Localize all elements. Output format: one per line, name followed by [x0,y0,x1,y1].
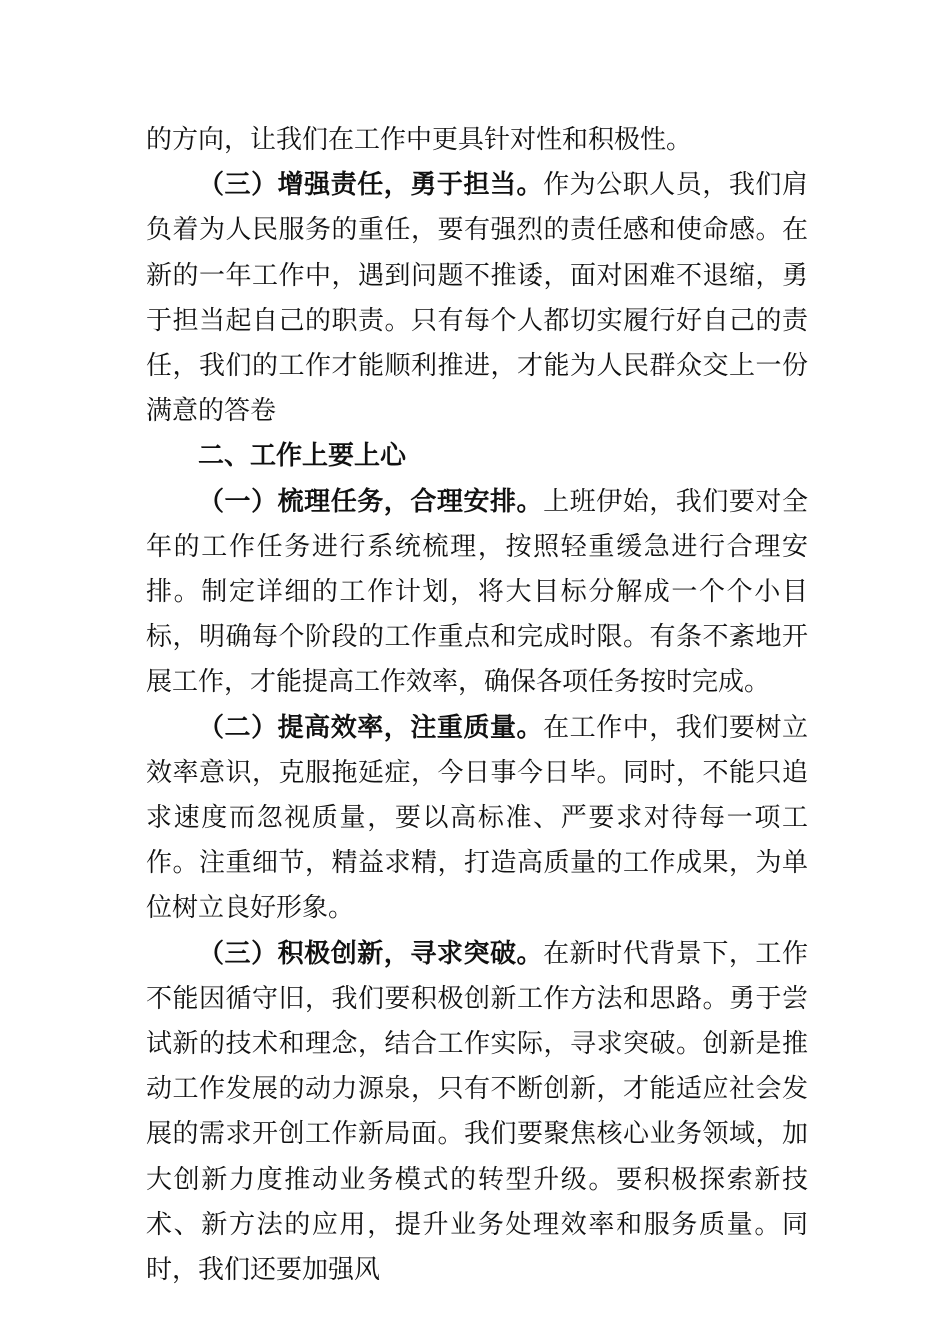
paragraph-innovation [146,932,808,1294]
paragraph-lead: （三）积极创新，寻求突破。 [198,938,544,969]
paragraph-efficiency [146,706,808,932]
document-page [146,118,808,1293]
paragraph-text: 上班伊始，我们要对全年的工作任务进行系统梳理，按照轻重缓急进行合理安排。制定详细的工作计划，将大目标分解成一个个小目标，明确每个阶段的工作重点和完成时限。有条不紊地开展工作，才能提高工作效率，确保各项任务按时完成。 [146,486,808,698]
paragraph-lead: （三）增强责任，勇于担当。 [198,170,544,201]
section-heading: 二、工作上要上心 [198,441,407,472]
paragraph-responsibility [146,163,808,434]
paragraph-tasks [146,480,808,706]
paragraph-text: 的方向，让我们在工作中更具针对性和积极性。 [146,125,693,155]
paragraph-text: 作为公职人员，我们肩负着为人民服务的重任，要有强烈的责任感和使命感。在新的一年工作中，遇到问题不推诿，面对困难不退缩，勇于担当起自己的职责。只有每个人都切实履行好自己的责任，我们的工作才能顺利推进，才能为人民群众交上一份满意的答卷 [146,170,808,427]
paragraph-continuation [146,118,808,163]
paragraph-text: 在工作中，我们要树立效率意识，克服拖延症，今日事今日毕。同时，不能只追求速度而忽视质量，要以高标准、严要求对待每一项工作。注重细节，精益求精，打造高质量的工作成果，为单位树立良好形象。 [146,712,808,924]
paragraph-lead: （二）提高效率，注重质量。 [198,712,544,743]
paragraph-text: 在新时代背景下，工作不能因循守旧，我们要积极创新工作方法和思路。勇于尝试新的技术和理念，结合工作实际，寻求突破。创新是推动工作发展的动力源泉，只有不断创新，才能适应社会发展的需求开创工作新局面。我们要聚焦核心业务领域，加大创新力度推动业务模式的转型升级。要积极探索新技术、新方法的应用，提升业务处理效率和服务质量。同时，我们还要加强风 [146,938,808,1286]
paragraph-lead: （一）梳理任务，合理安排。 [198,486,544,517]
